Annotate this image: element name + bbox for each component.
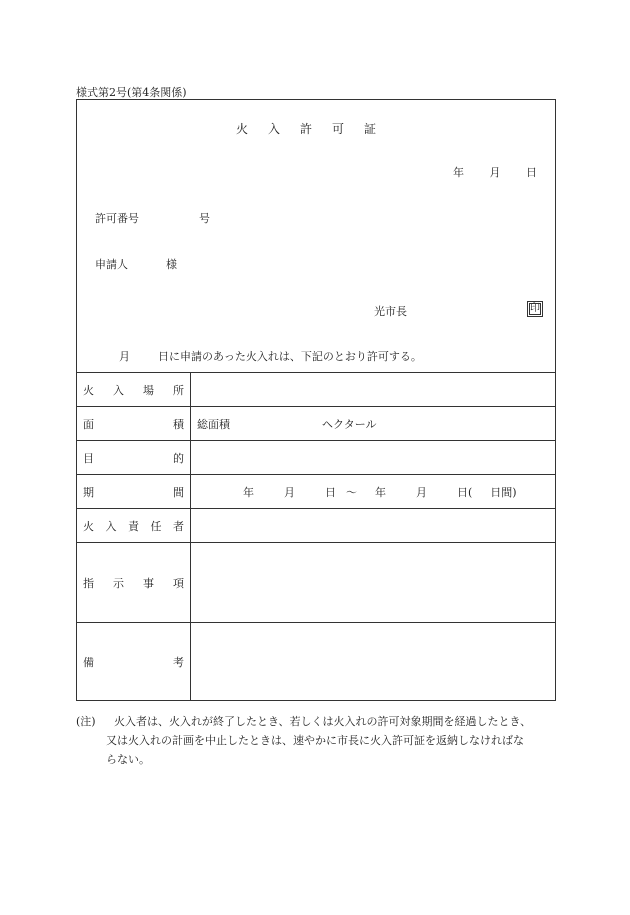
issuer-mayor: 光市長 xyxy=(374,305,407,318)
note-line-1: 火入者は、火入れが終了したとき、若しくは火入れの許可対象期間を経過したとき、 xyxy=(114,715,532,728)
footnote xyxy=(76,712,556,769)
permit-frame xyxy=(76,99,556,701)
label-char: 火 xyxy=(83,519,94,533)
label-char: 期 xyxy=(83,485,94,499)
label-char: 場 xyxy=(143,383,154,397)
row-label-instructions xyxy=(83,575,184,591)
note-marker: (注) xyxy=(76,715,96,728)
label-char: 火 xyxy=(83,383,94,397)
remarks-value[interactable] xyxy=(191,623,556,701)
month-label: 月 xyxy=(489,166,501,179)
label-char: 責 xyxy=(128,519,139,533)
row-label-area xyxy=(83,416,184,432)
label-char: 面 xyxy=(83,417,94,431)
label-char: 者 xyxy=(173,519,184,533)
label-char: 積 xyxy=(173,417,184,431)
table-row xyxy=(77,373,556,407)
label-char: 的 xyxy=(173,451,184,465)
statement-text: 日に申請のあった火入れは、下記のとおり許可する。 xyxy=(158,350,422,363)
period-tilde: 〜 xyxy=(346,485,357,499)
row-label-responsible xyxy=(83,518,184,534)
row-label-purpose xyxy=(83,450,184,466)
statement-month: 月 xyxy=(119,350,130,363)
permit-statement xyxy=(119,348,422,364)
table-row xyxy=(77,407,556,441)
applicant-suffix: 様 xyxy=(166,258,177,271)
form-number: 様式第2号(第4条関係) xyxy=(76,86,187,99)
label-char: 項 xyxy=(173,576,184,590)
issue-date xyxy=(431,164,537,180)
area-unit: ヘクタール xyxy=(322,417,377,431)
label-char: 任 xyxy=(150,519,162,533)
label-char: 事 xyxy=(143,576,154,590)
label-char: 目 xyxy=(83,451,94,465)
year-label: 年 xyxy=(453,166,464,179)
note-line-2: 又は火入れの計画を中止したときは、速やかに市長に火入許可証を返納しなければな xyxy=(106,734,524,747)
row-label-period xyxy=(83,484,184,500)
seal-mark: 印 xyxy=(527,301,543,317)
label-char: 間 xyxy=(173,485,184,499)
table-row xyxy=(77,441,556,475)
table-row xyxy=(77,623,556,701)
period-start-month: 月 xyxy=(284,485,295,499)
period-start-year: 年 xyxy=(243,485,254,499)
document-title: 火入許可証 xyxy=(235,122,396,136)
label-char: 備 xyxy=(83,655,94,669)
table-row xyxy=(77,543,556,623)
period-end-day: 日( xyxy=(457,485,473,499)
applicant-label: 申請人 xyxy=(95,258,128,271)
instructions-value[interactable] xyxy=(191,543,556,623)
label-char: 示 xyxy=(113,576,124,590)
permit-number-label: 許可番号 xyxy=(95,212,139,225)
location-value[interactable] xyxy=(191,373,556,407)
permit-number xyxy=(95,210,210,226)
table-row xyxy=(77,475,556,509)
period-end-month: 月 xyxy=(416,485,427,499)
note-line-3: らない。 xyxy=(106,753,150,766)
area-total-label: 総面積 xyxy=(197,417,230,431)
permit-details-table xyxy=(76,372,556,701)
period-value[interactable] xyxy=(191,475,556,509)
label-char: 入 xyxy=(113,383,124,397)
responsible-value[interactable] xyxy=(191,509,556,543)
label-char: 考 xyxy=(173,655,184,669)
day-label: 日 xyxy=(526,166,537,179)
purpose-value[interactable] xyxy=(191,441,556,475)
permit-number-suffix: 号 xyxy=(199,212,210,225)
period-end-year: 年 xyxy=(375,485,386,499)
label-char: 指 xyxy=(83,576,94,590)
row-label-location xyxy=(83,382,184,398)
applicant xyxy=(95,256,177,272)
label-char: 入 xyxy=(105,519,117,533)
row-label-remarks xyxy=(83,654,184,670)
table-row xyxy=(77,509,556,543)
label-char: 所 xyxy=(173,383,184,397)
period-start-day: 日 xyxy=(325,485,336,499)
area-value[interactable] xyxy=(191,407,556,441)
period-days: 日間) xyxy=(490,485,517,499)
